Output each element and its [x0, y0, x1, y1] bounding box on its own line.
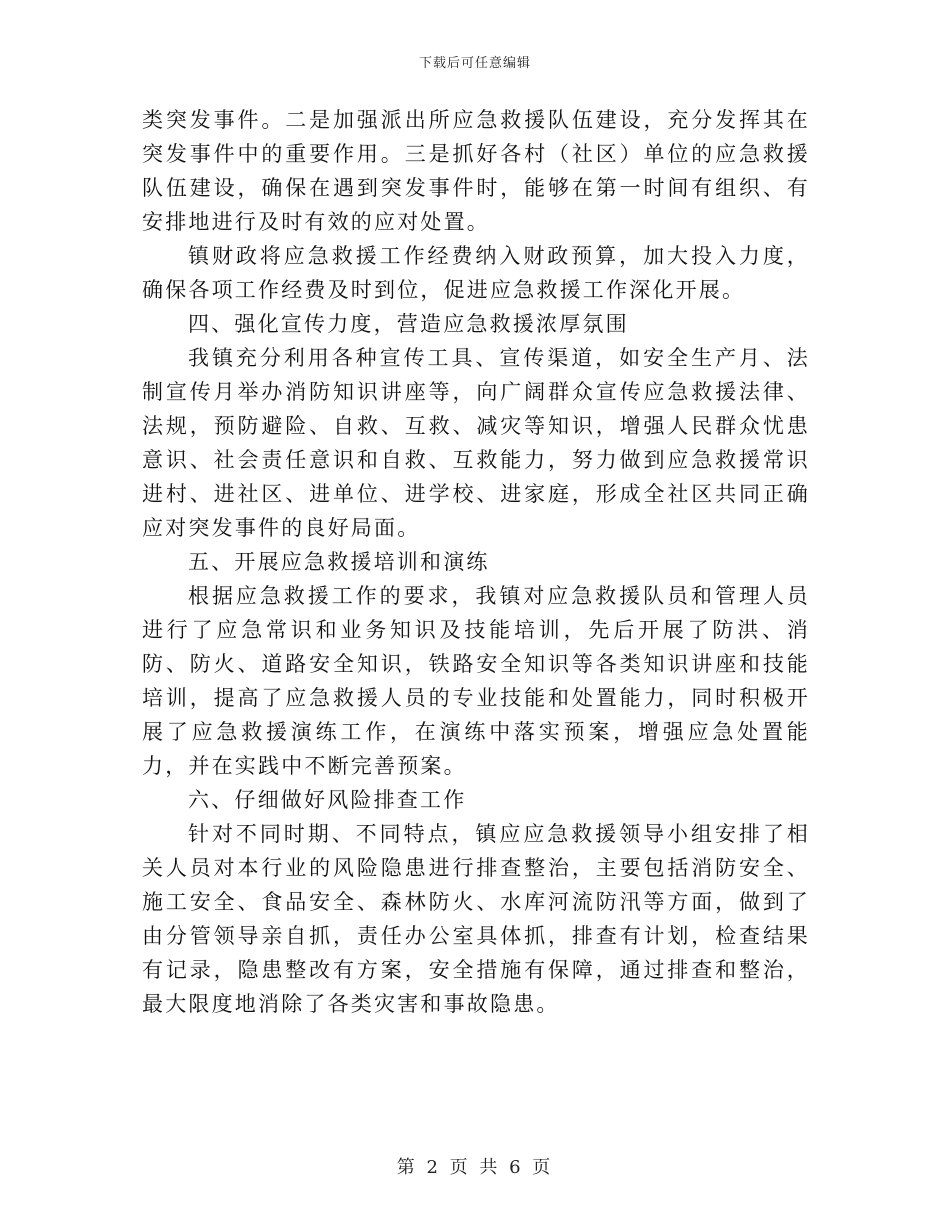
page-number-footer: 第 2 页 共 6 页 — [396, 1157, 554, 1178]
document-body — [142, 103, 810, 1021]
section-heading: 五、开展应急救援培训和演练 — [188, 550, 490, 574]
paragraph: 镇财政将应急救援工作经费纳入财政预算，加大投入力度，确保各项工作经费及时到位，促进应急救援工作深化开展。 — [142, 244, 810, 302]
paragraph: 类突发事件。二是加强派出所应急救援队伍建设，充分发挥其在突发事件中的重要作用。三是抓好各村（社区）单位的应急救援队伍建设，确保在遇到突发事件时，能够在第一时间有组织、有安排地进行及时有效的应对处置。 — [142, 108, 810, 234]
paragraph: 针对不同时期、不同特点，镇应应急救援领导小组安排了相关人员对本行业的风险隐患进行排查整治，主要包括消防安全、施工安全、食品安全、森林防火、水库河流防汛等方面，做到了由分管领导亲自抓，责任办公室具体抓，排查有计划，检查结果有记录，隐患整改有方案，安全措施有保障，通过排查和整治，最大限度地消除了各类灾害和事故隐患。 — [142, 822, 810, 1016]
paragraph: 根据应急救援工作的要求，我镇对应急救援队员和管理人员进行了应急常识和业务知识及技能培训，先后开展了防洪、消防、防火、道路安全知识，铁路安全知识等各类知识讲座和技能培训，提高了应急救援人员的专业技能和处置能力，同时积极开展了应急救援演练工作，在演练中落实预案，增强应急处置能力，并在实践中不断完善预案。 — [142, 584, 810, 778]
section-heading: 六、仔细做好风险排查工作 — [188, 788, 467, 812]
section-heading: 四、强化宣传力度，营造应急救援浓厚氛围 — [188, 312, 629, 336]
page-header: 下载后可任意编辑 — [418, 56, 531, 71]
paragraph: 我镇充分利用各种宣传工具、宣传渠道，如安全生产月、法制宣传月举办消防知识讲座等，向广阔群众宣传应急救援法律、法规，预防避险、自救、互救、减灾等知识，增强人民群众忧患意识、社会责任意识和自救、互救能力，努力做到应急救援常识进村、进社区、进单位、进学校、进家庭，形成全社区共同正确应对突发事件的良好局面。 — [142, 346, 810, 540]
